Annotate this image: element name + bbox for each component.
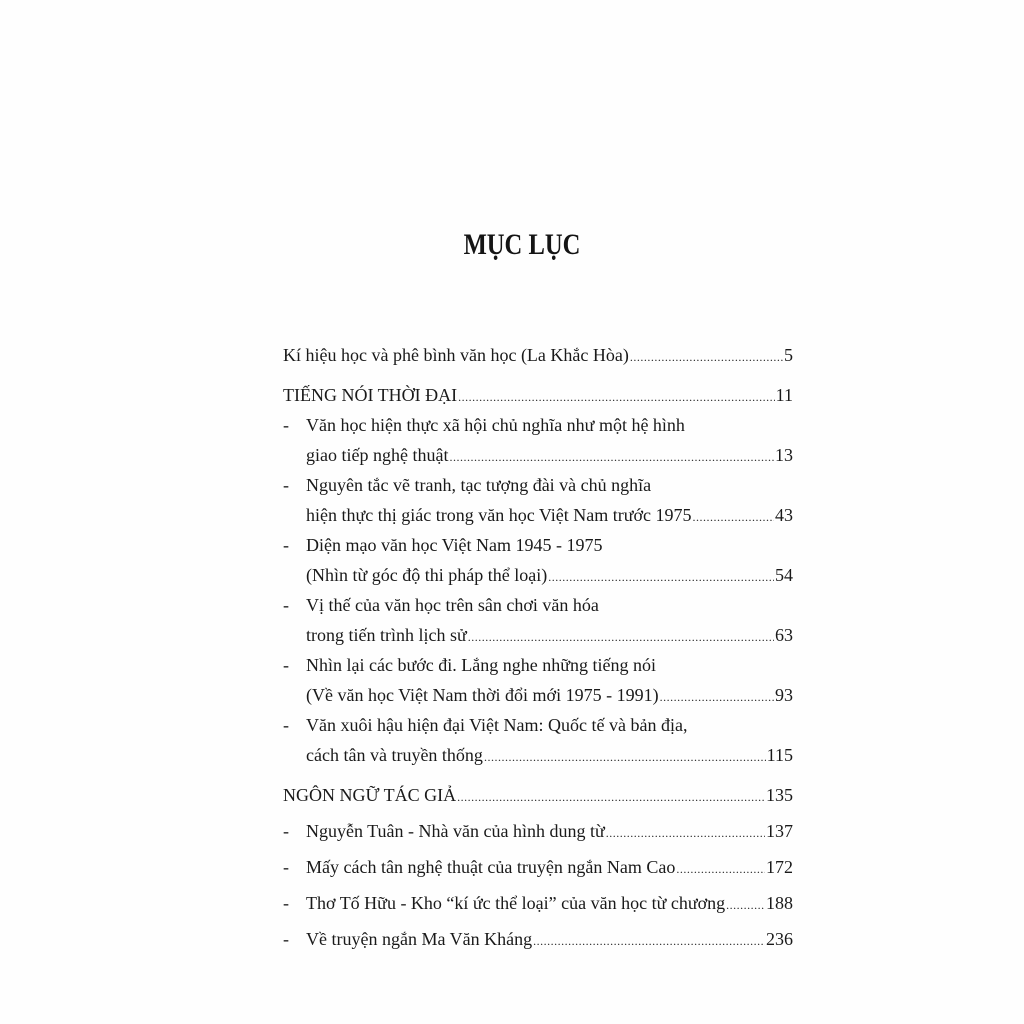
toc-item [283, 924, 793, 954]
leader-dots [458, 382, 775, 412]
toc-page-number: 172 [766, 857, 793, 877]
table-of-contents [283, 340, 793, 954]
leader-dots [468, 622, 774, 652]
toc-entry-text: Kí hiệu học và phê bình văn học (La Khắc Hòa) [283, 345, 629, 365]
toc-item-line2: trong tiến trình lịch sử [306, 625, 467, 645]
toc-page-number: 5 [784, 345, 793, 365]
toc-item-line1: Vị thế của văn học trên sân chơi văn hóa [306, 595, 599, 615]
toc-section-title: TIẾNG NÓI THỜI ĐẠI [283, 385, 458, 405]
toc-item-line2: hiện thực thị giác trong văn học Việt Nam trước 1975 [306, 505, 692, 525]
toc-item-line1: Nhìn lại các bước đi. Lắng nghe những tiếng nói [306, 655, 656, 675]
bullet-dash: - [283, 857, 289, 877]
toc-page-number: 188 [766, 893, 793, 913]
toc-page-number: 63 [775, 625, 793, 645]
toc-item [283, 710, 793, 770]
bullet-dash: - [283, 821, 289, 841]
toc-item [283, 852, 793, 882]
toc-section-title: NGÔN NGỮ TÁC GIẢ [283, 785, 457, 805]
toc-entry-intro [283, 340, 793, 370]
toc-item-line1: Diện mạo văn học Việt Nam 1945 - 1975 [306, 535, 603, 555]
toc-item [283, 410, 793, 470]
leader-dots [630, 342, 783, 372]
bullet-dash: - [283, 929, 289, 949]
toc-page-number: 93 [775, 685, 793, 705]
toc-section-heading-1 [283, 380, 793, 410]
toc-item [283, 590, 793, 650]
toc-page-number: 43 [775, 505, 793, 525]
bullet-dash: - [283, 535, 289, 555]
leader-dots [726, 890, 765, 920]
toc-item-line2: cách tân và truyền thống [306, 745, 483, 765]
toc-item-line2: giao tiếp nghệ thuật [306, 445, 449, 465]
toc-item-line1: Văn học hiện thực xã hội chủ nghĩa như một hệ hình [306, 415, 685, 435]
toc-item [283, 470, 793, 530]
toc-item [283, 530, 793, 590]
bullet-dash: - [283, 595, 289, 615]
bullet-dash: - [283, 715, 289, 735]
leader-dots [606, 818, 765, 848]
bullet-dash: - [283, 655, 289, 675]
toc-page-number: 54 [775, 565, 793, 585]
toc-item [283, 888, 793, 918]
leader-dots [457, 782, 765, 812]
bullet-dash: - [283, 893, 289, 913]
leader-dots [660, 682, 774, 712]
toc-item-line2: (Về văn học Việt Nam thời đổi mới 1975 - 1991) [306, 685, 659, 705]
toc-item-text: Về truyện ngắn Ma Văn Kháng [306, 929, 533, 949]
toc-item-text: Mấy cách tân nghệ thuật của truyện ngắn Nam Cao [306, 857, 676, 877]
leader-dots [449, 442, 774, 472]
toc-page-number: 11 [775, 385, 793, 405]
bullet-dash: - [283, 415, 289, 435]
toc-page-number: 135 [766, 785, 793, 805]
toc-item [283, 816, 793, 846]
leader-dots [693, 502, 774, 532]
toc-page-number: 236 [766, 929, 793, 949]
toc-page-number: 115 [766, 745, 793, 765]
page-title: MỤC LỤC [463, 228, 581, 261]
leader-dots [533, 926, 765, 956]
toc-item [283, 650, 793, 710]
leader-dots [548, 562, 774, 592]
leader-dots [484, 742, 766, 772]
bullet-dash: - [283, 475, 289, 495]
toc-item-text: Thơ Tố Hữu - Kho “kí ức thể loại” của văn học từ chương [306, 893, 726, 913]
toc-item-line2: (Nhìn từ góc độ thi pháp thể loại) [306, 565, 548, 585]
toc-page-number: 13 [775, 445, 793, 465]
leader-dots [676, 854, 765, 884]
toc-page-number: 137 [766, 821, 793, 841]
toc-section-heading-2 [283, 780, 793, 810]
toc-item-line1: Văn xuôi hậu hiện đại Việt Nam: Quốc tế và bản địa, [306, 715, 688, 735]
toc-item-line1: Nguyên tắc vẽ tranh, tạc tượng đài và chủ nghĩa [306, 475, 652, 495]
toc-item-text: Nguyễn Tuân - Nhà văn của hình dung từ [306, 821, 605, 841]
